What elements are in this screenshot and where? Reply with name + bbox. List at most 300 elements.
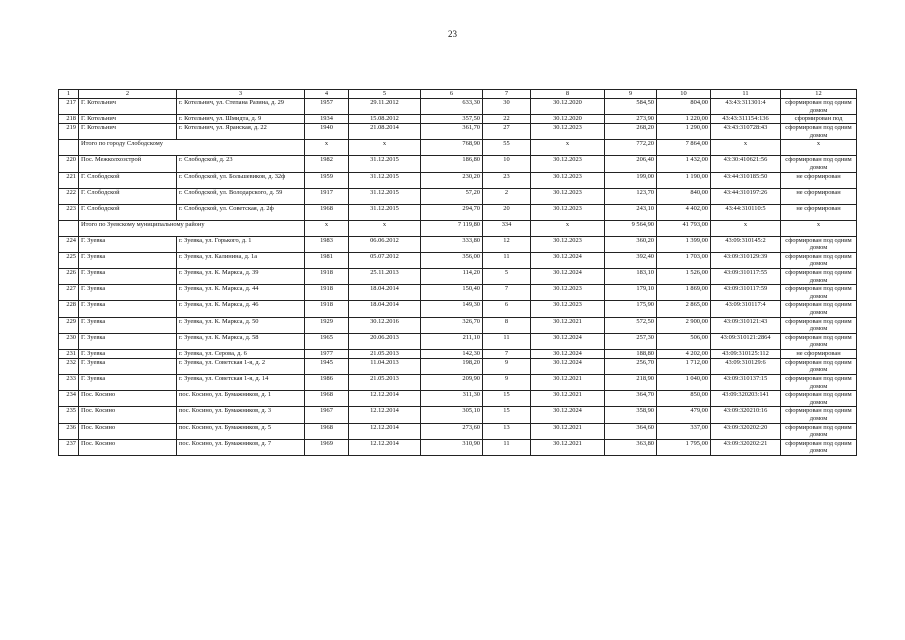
table-cell: Г. Зуевка [79,333,177,349]
table-row [59,317,857,333]
table-cell: 1 040,00 [657,375,711,391]
table-cell: пос. Косино, ул. Бумажников, д. 7 [177,439,305,455]
table-cell: 211,10 [421,333,483,349]
table-row [59,99,857,115]
table-cell: Г. Зуевка [79,358,177,374]
table-cell: сформирован под одним домом [781,375,857,391]
table-cell: Итого по Зуевскому муниципальному району [79,220,305,236]
table-cell: Г. Котельнич [79,124,177,140]
column-header: 5 [349,90,421,99]
table-cell: 30.12.2021 [531,375,605,391]
table-cell: 05.07.2012 [349,252,421,268]
table-cell: 31.12.2015 [349,156,421,172]
table-cell: г. Зуевка, ул. Советская 1-я, д. 2 [177,358,305,374]
table-row [59,439,857,455]
table-cell: 29.11.2012 [349,99,421,115]
table-cell: Г. Котельнич [79,99,177,115]
column-header: 8 [531,90,605,99]
table-cell: 1 190,00 [657,172,711,188]
table-cell: сформирован под одним домом [781,99,857,115]
table-cell: пос. Косино, ул. Бумажников, д. 3 [177,407,305,423]
table-cell: 294,70 [421,204,483,220]
table-cell: г. Зуевка, ул. Советская 1-я, д. 14 [177,375,305,391]
table-cell: 840,00 [657,188,711,204]
table-cell: сформирован под одним домом [781,156,857,172]
table-cell: г. Зуевка, ул. Калинина, д. 1а [177,252,305,268]
table-cell: 1 526,00 [657,268,711,284]
table-cell: сформирован под одним домом [781,391,857,407]
table-cell: 43:09:310145:2 [711,236,781,252]
table-cell: 219 [59,124,79,140]
table-cell: 183,10 [605,268,657,284]
housing-table [58,89,857,456]
table-cell: Г. Котельнич [79,115,177,124]
table-cell: Г. Зуевка [79,301,177,317]
column-header: 1 [59,90,79,99]
table-cell: г. Слободской, ул. Большевиков, д. 32ф [177,172,305,188]
table-cell: 243,10 [605,204,657,220]
table-cell: 30.12.2023 [531,285,605,301]
table-cell: сформирован под [781,115,857,124]
column-header: 2 [79,90,177,99]
table-cell: 358,90 [605,407,657,423]
table-row [59,204,857,220]
table-cell: 223 [59,204,79,220]
table-cell: 6 [483,301,531,317]
table-cell: 30.12.2021 [531,439,605,455]
table-cell: 850,00 [657,391,711,407]
table-cell: 311,30 [421,391,483,407]
table-cell: 222 [59,188,79,204]
table-cell: 392,40 [605,252,657,268]
table-cell: 30.12.2024 [531,252,605,268]
table-cell: 1982 [305,156,349,172]
table-row [59,407,857,423]
table-cell: 233 [59,375,79,391]
table-cell: 273,90 [605,115,657,124]
table-cell: 30.12.2016 [349,317,421,333]
table-cell: 230 [59,333,79,349]
table-cell: г. Слободской, д. 23 [177,156,305,172]
table-cell: г. Зуевка, ул. К. Маркса, д. 39 [177,268,305,284]
table-cell: 30.12.2024 [531,349,605,358]
table-cell: г. Котельнич, ул. Степана Разина, д. 29 [177,99,305,115]
table-cell: x [781,140,857,156]
table-cell: сформирован под одним домом [781,236,857,252]
table-cell: 1 712,00 [657,358,711,374]
table-cell: 506,00 [657,333,711,349]
table-cell: Г. Зуевка [79,236,177,252]
table-cell: 1965 [305,333,349,349]
table-cell: 31.12.2015 [349,172,421,188]
table-cell: 188,80 [605,349,657,358]
table-cell: г. Зуевка, ул. Серова, д. 6 [177,349,305,358]
table-cell: 43:09:310117:55 [711,268,781,284]
table-cell: 43:30:410621:56 [711,156,781,172]
table-row [59,252,857,268]
table-cell: 229 [59,317,79,333]
table-cell: 12 [483,236,531,252]
table-cell: Г. Зуевка [79,285,177,301]
table-cell: 337,00 [657,423,711,439]
table-cell: 30.12.2023 [531,204,605,220]
table-cell: 225 [59,252,79,268]
table-cell: пос. Косино, ул. Бумажников, д. 1 [177,391,305,407]
table-cell: 218,90 [605,375,657,391]
table-cell: 11 [483,439,531,455]
table-cell: г. Слободской, ул. Володарского, д. 59 [177,188,305,204]
table-cell: сформирован под одним домом [781,358,857,374]
table-cell: 30.12.2024 [531,333,605,349]
table-cell: 30.12.2023 [531,156,605,172]
table-cell: 237 [59,439,79,455]
table-cell: 43:44:310110:5 [711,204,781,220]
table-cell: 333,80 [421,236,483,252]
table-row [59,375,857,391]
table-cell: 55 [483,140,531,156]
table-cell: x [349,140,421,156]
table-cell: 06.06.2012 [349,236,421,252]
table-cell: 30.12.2023 [531,124,605,140]
table-cell: 30.12.2024 [531,268,605,284]
table-cell: 363,80 [605,439,657,455]
table-cell: Г. Зуевка [79,268,177,284]
table-cell: x [781,220,857,236]
table-cell: 20 [483,204,531,220]
table-cell: 220 [59,156,79,172]
table-cell: 25.11.2013 [349,268,421,284]
table-cell: 310,90 [421,439,483,455]
table-row [59,349,857,358]
table-cell: 361,70 [421,124,483,140]
table-cell: 206,40 [605,156,657,172]
table-cell: 30.12.2023 [531,188,605,204]
table-cell: 30.12.2020 [531,99,605,115]
table-cell: 11 [483,333,531,349]
table-cell: 256,70 [605,358,657,374]
table-cell: сформирован под одним домом [781,285,857,301]
table-cell: 1983 [305,236,349,252]
table-cell: Г. Зуевка [79,317,177,333]
table-cell: 23 [483,172,531,188]
column-header: 6 [421,90,483,99]
table-cell: x [531,220,605,236]
table-cell: 30.12.2021 [531,317,605,333]
table-cell: 1918 [305,301,349,317]
table-cell: 1918 [305,285,349,301]
table-cell: 123,70 [605,188,657,204]
table-cell: 43:44:310197:26 [711,188,781,204]
table-cell: 305,10 [421,407,483,423]
table-cell: 30.12.2023 [531,236,605,252]
table-cell: 43:43:310728:43 [711,124,781,140]
table-cell: 150,40 [421,285,483,301]
table-cell: 1 869,00 [657,285,711,301]
table-cell: 1969 [305,439,349,455]
table-cell: 2 [483,188,531,204]
table-row [59,423,857,439]
table-cell: 10 [483,156,531,172]
table-row [59,172,857,188]
table-cell: 1959 [305,172,349,188]
table-cell: 11.04.2013 [349,358,421,374]
table-cell: 198,20 [421,358,483,374]
table-cell: Г. Слободской [79,204,177,220]
table-cell: Г. Слободской [79,188,177,204]
table-cell: 356,00 [421,252,483,268]
table-cell: Пос. Косино [79,407,177,423]
table-cell: 4 202,00 [657,349,711,358]
table-cell: сформирован под одним домом [781,439,857,455]
table-cell: 226 [59,268,79,284]
table-cell: 273,60 [421,423,483,439]
table-cell: 9 [483,358,531,374]
table-cell: 30.12.2021 [531,391,605,407]
table-row [59,188,857,204]
table-cell: 334 [483,220,531,236]
table-cell: 228 [59,301,79,317]
table-cell: 768,90 [421,140,483,156]
table-cell: x [531,140,605,156]
table-row [59,391,857,407]
table-cell: 43:09:310121:43 [711,317,781,333]
table-cell: 1 290,00 [657,124,711,140]
table-row [59,236,857,252]
column-header: 3 [177,90,305,99]
table-cell: 13 [483,423,531,439]
table-cell: 7 864,00 [657,140,711,156]
table-cell [59,140,79,156]
table-row [59,333,857,349]
table-cell: 179,10 [605,285,657,301]
table-row [59,220,857,236]
table-cell: г. Слободской, ул. Советская, д. 2ф [177,204,305,220]
table-cell: 15 [483,391,531,407]
table-cell: 1957 [305,99,349,115]
column-header: 7 [483,90,531,99]
table-cell: 1 432,00 [657,156,711,172]
table-cell: 221 [59,172,79,188]
table-cell: 5 [483,268,531,284]
table-cell: Пос. Косино [79,439,177,455]
table-cell: 1968 [305,391,349,407]
table-cell: 235 [59,407,79,423]
table-cell: сформирован под одним домом [781,301,857,317]
table-row [59,285,857,301]
table-cell: 43:09:320210:16 [711,407,781,423]
table-row [59,115,857,124]
table-cell: Г. Слободской [79,172,177,188]
table-cell: 43:43:311301:4 [711,99,781,115]
table-cell: 1968 [305,423,349,439]
table-cell: не сформирован [781,204,857,220]
table-cell: 7 [483,285,531,301]
table-cell: 43:09:310121:2864 [711,333,781,349]
column-header: 10 [657,90,711,99]
table-cell: Пос. Межколхозстрой [79,156,177,172]
table-cell: 31.12.2015 [349,204,421,220]
table-cell: 12.12.2014 [349,423,421,439]
page-number: 23 [448,29,457,39]
header-row [59,90,857,99]
table-cell: 572,50 [605,317,657,333]
table-cell: 43:09:320202:21 [711,439,781,455]
table-cell: 22 [483,115,531,124]
table-cell: 186,80 [421,156,483,172]
table-cell: 21.08.2014 [349,124,421,140]
table-cell: 232 [59,358,79,374]
table-cell: 268,20 [605,124,657,140]
table-cell: 209,90 [421,375,483,391]
table-cell: 7 119,80 [421,220,483,236]
table-cell: не сформирован [781,188,857,204]
table-cell: 43:09:310129:39 [711,252,781,268]
table-cell: 175,90 [605,301,657,317]
table-cell: x [349,220,421,236]
table-cell: 12.12.2014 [349,439,421,455]
table-cell: 114,20 [421,268,483,284]
table-cell: 772,20 [605,140,657,156]
table-cell: 1981 [305,252,349,268]
table-cell: 236 [59,423,79,439]
table-cell [59,220,79,236]
table-cell: 12.12.2014 [349,391,421,407]
table-cell: 1940 [305,124,349,140]
table-cell: 142,30 [421,349,483,358]
table-cell: 1929 [305,317,349,333]
table-cell: 227 [59,285,79,301]
table-row [59,140,857,156]
table-cell: 15 [483,407,531,423]
table-cell: 149,30 [421,301,483,317]
table-cell: 30.12.2020 [531,115,605,124]
table-cell: 43:09:310125:112 [711,349,781,358]
table-cell: 31.12.2015 [349,188,421,204]
table-cell: 479,00 [657,407,711,423]
table-cell: 18.04.2014 [349,301,421,317]
table-cell: 30.12.2023 [531,172,605,188]
table-cell: 27 [483,124,531,140]
table-cell: 2 900,00 [657,317,711,333]
table-cell: г. Зуевка, ул. К. Маркса, д. 58 [177,333,305,349]
table-cell: 234 [59,391,79,407]
table-cell: 41 793,00 [657,220,711,236]
table-cell: 9 [483,375,531,391]
table-cell: 7 [483,349,531,358]
table-cell: 1 220,00 [657,115,711,124]
table-cell: 30.12.2021 [531,423,605,439]
table-cell: 1945 [305,358,349,374]
table-cell: г. Котельнич, ул. Шмидта, д. 9 [177,115,305,124]
table-cell: сформирован под одним домом [781,407,857,423]
table-cell: 199,00 [605,172,657,188]
table-cell: сформирован под одним домом [781,317,857,333]
table-cell: 12.12.2014 [349,407,421,423]
table-cell: 1934 [305,115,349,124]
table-cell: Пос. Косино [79,391,177,407]
table-cell: 1977 [305,349,349,358]
table-cell: 217 [59,99,79,115]
table-cell: 364,70 [605,391,657,407]
table-cell: 1917 [305,188,349,204]
table-cell: x [711,220,781,236]
table-cell: 20.06.2013 [349,333,421,349]
table-cell: сформирован под одним домом [781,423,857,439]
column-header: 4 [305,90,349,99]
table-cell: 30.12.2024 [531,358,605,374]
table-cell: 364,60 [605,423,657,439]
table-cell: 30.12.2023 [531,301,605,317]
table-cell: 360,20 [605,236,657,252]
table-cell: Г. Зуевка [79,375,177,391]
table-row [59,301,857,317]
table-cell: г. Котельнич, ул. Яранская, д. 22 [177,124,305,140]
table-cell: 1986 [305,375,349,391]
table-cell: 1 399,00 [657,236,711,252]
table-cell: 43:44:310185:50 [711,172,781,188]
table-cell: г. Зуевка, ул. К. Маркса, д. 44 [177,285,305,301]
table-cell: x [305,220,349,236]
table-cell: x [711,140,781,156]
table-cell: 1918 [305,268,349,284]
table-cell: Итого по городу Слободскому [79,140,305,156]
table-cell: не сформирован [781,349,857,358]
table-cell: 21.05.2013 [349,375,421,391]
table-cell: 43:43:311154:136 [711,115,781,124]
table-cell: 15.08.2012 [349,115,421,124]
table-row [59,358,857,374]
table-cell: сформирован под одним домом [781,252,857,268]
table-cell: Г. Зуевка [79,349,177,358]
table-cell: 30 [483,99,531,115]
table-cell: 257,30 [605,333,657,349]
table-cell: г. Зуевка, ул. К. Маркса, д. 50 [177,317,305,333]
column-header: 12 [781,90,857,99]
table-cell: сформирован под одним домом [781,333,857,349]
table-cell: 326,70 [421,317,483,333]
table-cell: г. Зуевка, ул. К. Маркса, д. 46 [177,301,305,317]
table-cell: пос. Косино, ул. Бумажников, д. 5 [177,423,305,439]
table-cell: 218 [59,115,79,124]
table-cell: 57,20 [421,188,483,204]
table-cell: сформирован под одним домом [781,124,857,140]
table-cell: 43:09:310129:6 [711,358,781,374]
table-cell: 8 [483,317,531,333]
table-cell: сформирован под одним домом [781,268,857,284]
table-cell: 230,20 [421,172,483,188]
table-cell: 804,00 [657,99,711,115]
table-cell: 30.12.2024 [531,407,605,423]
table-cell: 357,50 [421,115,483,124]
table-cell: x [305,140,349,156]
table-cell: 231 [59,349,79,358]
table-cell: 1968 [305,204,349,220]
table-cell: 4 402,00 [657,204,711,220]
column-header: 9 [605,90,657,99]
table-row [59,268,857,284]
table-cell: 43:09:310137:15 [711,375,781,391]
table-cell: 18.04.2014 [349,285,421,301]
table-cell: 1 703,00 [657,252,711,268]
table-cell: 2 865,00 [657,301,711,317]
table-row [59,124,857,140]
table-row [59,156,857,172]
table-cell: 21.05.2013 [349,349,421,358]
table-cell: 43:09:320202:20 [711,423,781,439]
table-cell: 224 [59,236,79,252]
table-cell: 43:09:310117:59 [711,285,781,301]
table-cell: Пос. Косино [79,423,177,439]
